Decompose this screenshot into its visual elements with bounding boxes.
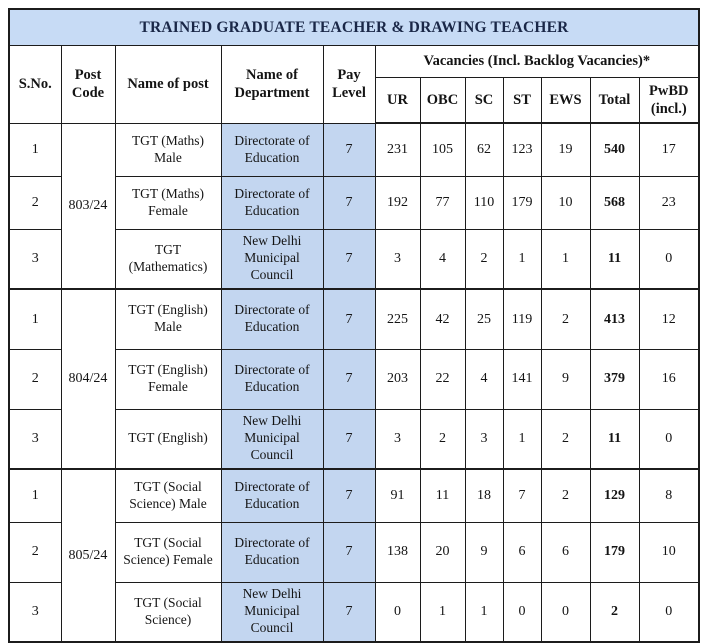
ur-cell: 192 [375, 176, 420, 229]
col-header-vacancies-group: Vacancies (Incl. Backlog Vacancies)* [375, 45, 699, 77]
total-cell: 11 [590, 229, 639, 289]
department-cell: Directorate of Education [221, 522, 323, 582]
col-header-sc: SC [465, 77, 503, 123]
post-name-cell: TGT (English) Female [115, 349, 221, 409]
pwbd-cell: 12 [639, 289, 699, 349]
obc-cell: 4 [420, 229, 465, 289]
sc-cell: 110 [465, 176, 503, 229]
col-header-department: Name of Department [221, 45, 323, 123]
st-cell: 0 [503, 582, 541, 642]
sc-cell: 4 [465, 349, 503, 409]
col-header-obc: OBC [420, 77, 465, 123]
post-name-cell: TGT (Social Science) [115, 582, 221, 642]
pay-level-cell: 7 [323, 582, 375, 642]
pwbd-cell: 10 [639, 522, 699, 582]
department-cell: Directorate of Education [221, 123, 323, 176]
sc-cell: 9 [465, 522, 503, 582]
ews-cell: 2 [541, 469, 590, 522]
total-cell: 11 [590, 409, 639, 469]
total-cell: 2 [590, 582, 639, 642]
table-title: TRAINED GRADUATE TEACHER & DRAWING TEACHER [9, 9, 699, 45]
ur-cell: 203 [375, 349, 420, 409]
sno-cell: 1 [9, 289, 61, 349]
table-row [9, 289, 699, 349]
ews-cell: 19 [541, 123, 590, 176]
pwbd-cell: 0 [639, 229, 699, 289]
ur-cell: 231 [375, 123, 420, 176]
ur-cell: 91 [375, 469, 420, 522]
pwbd-cell: 0 [639, 409, 699, 469]
st-cell: 1 [503, 409, 541, 469]
post-name-cell: TGT (Maths) Male [115, 123, 221, 176]
obc-cell: 42 [420, 289, 465, 349]
department-cell: Directorate of Education [221, 289, 323, 349]
sno-cell: 3 [9, 229, 61, 289]
obc-cell: 1 [420, 582, 465, 642]
st-cell: 6 [503, 522, 541, 582]
sno-cell: 2 [9, 349, 61, 409]
st-cell: 179 [503, 176, 541, 229]
pay-level-cell: 7 [323, 522, 375, 582]
pay-level-cell: 7 [323, 349, 375, 409]
post-name-cell: TGT (Social Science) Female [115, 522, 221, 582]
vacancy-table [8, 8, 700, 643]
st-cell: 1 [503, 229, 541, 289]
sc-cell: 2 [465, 229, 503, 289]
sno-cell: 2 [9, 176, 61, 229]
ews-cell: 0 [541, 582, 590, 642]
department-cell: Directorate of Education [221, 176, 323, 229]
post-name-cell: TGT (English) [115, 409, 221, 469]
col-header-post-code: Post Code [61, 45, 115, 123]
pwbd-cell: 23 [639, 176, 699, 229]
sno-cell: 3 [9, 582, 61, 642]
ews-cell: 2 [541, 409, 590, 469]
sc-cell: 25 [465, 289, 503, 349]
col-header-pwbd: PwBD (incl.) [639, 77, 699, 123]
pwbd-cell: 16 [639, 349, 699, 409]
header-row-top [9, 45, 699, 77]
col-header-sno: S.No. [9, 45, 61, 123]
pay-level-cell: 7 [323, 409, 375, 469]
sc-cell: 18 [465, 469, 503, 522]
obc-cell: 77 [420, 176, 465, 229]
ews-cell: 10 [541, 176, 590, 229]
department-cell: Directorate of Education [221, 349, 323, 409]
ews-cell: 6 [541, 522, 590, 582]
pay-level-cell: 7 [323, 176, 375, 229]
ur-cell: 3 [375, 229, 420, 289]
col-header-ews: EWS [541, 77, 590, 123]
pay-level-cell: 7 [323, 229, 375, 289]
obc-cell: 22 [420, 349, 465, 409]
ur-cell: 3 [375, 409, 420, 469]
sc-cell: 62 [465, 123, 503, 176]
department-cell: New Delhi Municipal Council [221, 582, 323, 642]
table-row [9, 123, 699, 176]
ews-cell: 9 [541, 349, 590, 409]
ur-cell: 138 [375, 522, 420, 582]
obc-cell: 105 [420, 123, 465, 176]
sno-cell: 1 [9, 123, 61, 176]
ur-cell: 225 [375, 289, 420, 349]
obc-cell: 20 [420, 522, 465, 582]
obc-cell: 11 [420, 469, 465, 522]
total-cell: 413 [590, 289, 639, 349]
sno-cell: 1 [9, 469, 61, 522]
post-code-cell: 804/24 [61, 289, 115, 469]
post-name-cell: TGT (Mathematics) [115, 229, 221, 289]
pwbd-cell: 8 [639, 469, 699, 522]
post-name-cell: TGT (Social Science) Male [115, 469, 221, 522]
col-header-name-of-post: Name of post [115, 45, 221, 123]
col-header-total: Total [590, 77, 639, 123]
total-cell: 568 [590, 176, 639, 229]
post-name-cell: TGT (English) Male [115, 289, 221, 349]
obc-cell: 2 [420, 409, 465, 469]
table-title-row [9, 9, 699, 45]
department-cell: New Delhi Municipal Council [221, 409, 323, 469]
st-cell: 123 [503, 123, 541, 176]
pay-level-cell: 7 [323, 469, 375, 522]
sno-cell: 3 [9, 409, 61, 469]
pay-level-cell: 7 [323, 289, 375, 349]
col-header-ur: UR [375, 77, 420, 123]
sno-cell: 2 [9, 522, 61, 582]
sc-cell: 1 [465, 582, 503, 642]
pwbd-cell: 17 [639, 123, 699, 176]
st-cell: 119 [503, 289, 541, 349]
department-cell: Directorate of Education [221, 469, 323, 522]
col-header-pay-level: Pay Level [323, 45, 375, 123]
ews-cell: 1 [541, 229, 590, 289]
pay-level-cell: 7 [323, 123, 375, 176]
total-cell: 129 [590, 469, 639, 522]
post-code-cell: 805/24 [61, 469, 115, 642]
pwbd-cell: 0 [639, 582, 699, 642]
total-cell: 379 [590, 349, 639, 409]
ews-cell: 2 [541, 289, 590, 349]
post-name-cell: TGT (Maths) Female [115, 176, 221, 229]
total-cell: 540 [590, 123, 639, 176]
col-header-st: ST [503, 77, 541, 123]
st-cell: 141 [503, 349, 541, 409]
post-code-cell: 803/24 [61, 123, 115, 289]
total-cell: 179 [590, 522, 639, 582]
sc-cell: 3 [465, 409, 503, 469]
table-row [9, 469, 699, 522]
ur-cell: 0 [375, 582, 420, 642]
st-cell: 7 [503, 469, 541, 522]
department-cell: New Delhi Municipal Council [221, 229, 323, 289]
